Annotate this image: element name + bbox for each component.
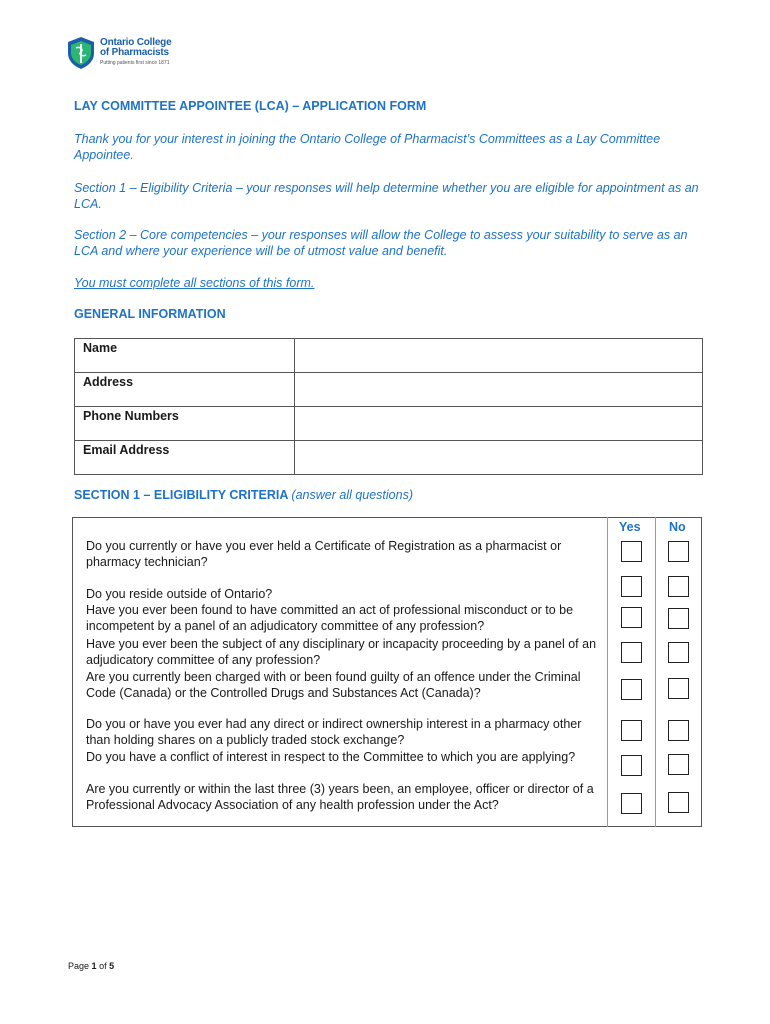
q3-no-checkbox[interactable] <box>668 608 689 629</box>
intro-section2: Section 2 – Core competencies – your responses will allow the College to assess your suitability to serve as an LCA and where your experience will be of utmost value and benefit. <box>74 228 688 258</box>
intro-requirement: You must complete all sections of this form. <box>74 276 315 290</box>
q3-yes-checkbox[interactable] <box>621 607 642 628</box>
table-row <box>75 441 703 475</box>
form-title: LAY COMMITTEE APPOINTEE (LCA) – APPLICATION FORM <box>74 99 427 113</box>
yes-column-header: Yes <box>619 520 641 534</box>
column-divider <box>607 517 608 827</box>
no-column-header: No <box>669 520 686 534</box>
table-row <box>75 407 703 441</box>
name-field[interactable] <box>295 339 703 373</box>
question-3: Have you ever been found to have committed an act of professional misconduct or to be incompetent by a panel of an adjudicatory committee of any profession? <box>86 603 574 633</box>
logo-name-line1: Ontario College <box>100 37 172 48</box>
q2-yes-checkbox[interactable] <box>621 576 642 597</box>
name-label: Name <box>75 339 295 373</box>
q6-yes-checkbox[interactable] <box>621 720 642 741</box>
table-row <box>75 373 703 407</box>
address-label: Address <box>75 373 295 407</box>
question-1: Do you currently or have you ever held a Certificate of Registration as a pharmacist or pharmacy technician? <box>86 539 562 569</box>
general-info-table <box>74 338 703 475</box>
page-number <box>68 961 114 971</box>
page-of: of <box>99 961 107 971</box>
total-pages: 5 <box>109 961 115 971</box>
q7-yes-checkbox[interactable] <box>621 755 642 776</box>
q2-no-checkbox[interactable] <box>668 576 689 597</box>
question-2: Do you reside outside of Ontario? <box>86 587 273 601</box>
q1-yes-checkbox[interactable] <box>621 541 642 562</box>
general-info-heading: GENERAL INFORMATION <box>74 307 226 321</box>
email-field[interactable] <box>295 441 703 475</box>
q5-no-checkbox[interactable] <box>668 678 689 699</box>
current-page: 1 <box>91 961 97 971</box>
question-8: Are you currently or within the last three (3) years been, an employee, officer or director of a Professional Advocacy Association of any health profession under the Act? <box>86 782 594 812</box>
email-label: Email Address <box>75 441 295 475</box>
column-divider <box>655 517 656 827</box>
q6-no-checkbox[interactable] <box>668 720 689 741</box>
logo-tagline: Putting patients first since 1871 <box>100 60 170 66</box>
section1-title: SECTION 1 – ELIGIBILITY CRITERIA <box>74 488 288 502</box>
question-5: Are you currently been charged with or been found guilty of an offence under the Criminal Code (Canada) or the Controlled Drugs and Substances Act (Canada)? <box>86 670 581 700</box>
phone-label: Phone Numbers <box>75 407 295 441</box>
section1-heading <box>74 488 413 502</box>
table-row <box>75 339 703 373</box>
college-logo <box>66 36 176 74</box>
college-crest-icon <box>66 36 96 70</box>
intro-section1: Section 1 – Eligibility Criteria – your responses will help determine whether you are eligible for appointment as an LCA. <box>74 181 699 211</box>
logo-name-line2: of Pharmacists <box>100 47 169 58</box>
q4-yes-checkbox[interactable] <box>621 642 642 663</box>
question-4: Have you ever been the subject of any disciplinary or incapacity proceeding by a panel of an adjudicatory committee of any profession? <box>86 637 597 667</box>
q1-no-checkbox[interactable] <box>668 541 689 562</box>
question-7: Do you have a conflict of interest in respect to the Committee to which you are applying? <box>86 750 576 764</box>
phone-field[interactable] <box>295 407 703 441</box>
q8-yes-checkbox[interactable] <box>621 793 642 814</box>
question-6: Do you or have you ever had any direct or indirect ownership interest in a pharmacy other than holding shares on a publicly traded stock exchange? <box>86 717 582 747</box>
section1-note: (answer all questions) <box>291 488 413 502</box>
q7-no-checkbox[interactable] <box>668 754 689 775</box>
intro-thanks: Thank you for your interest in joining the Ontario College of Pharmacist’s Committees as a Lay Committee Appointee. <box>74 132 661 162</box>
address-field[interactable] <box>295 373 703 407</box>
q5-yes-checkbox[interactable] <box>621 679 642 700</box>
q4-no-checkbox[interactable] <box>668 642 689 663</box>
page-prefix: Page <box>68 961 90 971</box>
q8-no-checkbox[interactable] <box>668 792 689 813</box>
